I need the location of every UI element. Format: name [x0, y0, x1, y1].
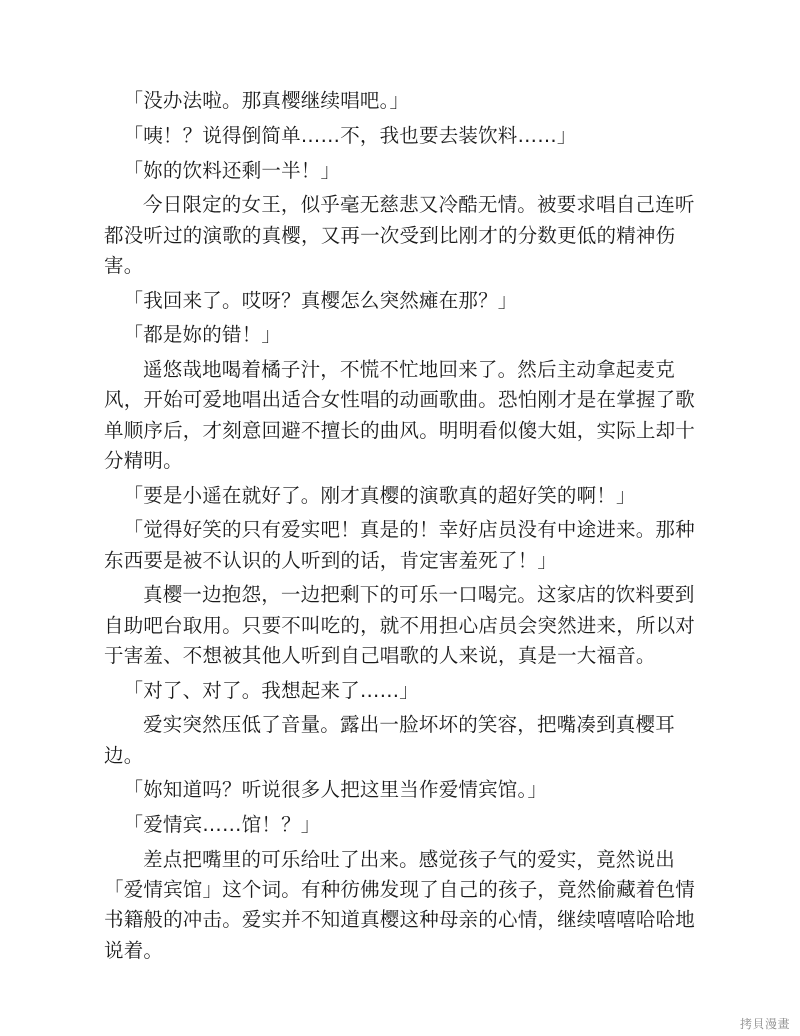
narration-paragraph: 爱实突然压低了音量。露出一脸坏坏的笑容，把嘴凑到真樱耳边。: [104, 713, 675, 767]
watermark-logo: 拷貝漫畫: [739, 1017, 790, 1031]
dialog-line: 「咦！？说得倒简单……不，我也要去装饮料……」: [123, 123, 577, 147]
dialog-line: 「爱情宾……馆！？」: [123, 813, 321, 837]
narration-paragraph: 差点把嘴里的可乐给吐了出来。感觉孩子气的爱实，竟然说出「爱情宾馆」这个词。有种彷佛发现了自己的孩子，竟然偷藏着色情书籍般的冲击。爱实并不知道真樱这种母亲的心情，继续嘻嘻哈哈地说着。: [104, 847, 696, 962]
dialog-line: 「都是妳的错！」: [123, 323, 282, 347]
narration-paragraph: 真樱一边抱怨，一边把剩下的可乐一口喝完。这家店的饮料要到自助吧台取用。只要不叫吃的，就不用担心店员会突然进来，所以对于害羞、不想被其他人听到自己唱歌的人来说，真是一大福音。: [104, 583, 696, 667]
dialog-line: 「妳知道吗？听说很多人把这里当作爱情宾馆。」: [123, 778, 548, 802]
dialog-line: 「没办法啦。那真樱继续唱吧。」: [123, 89, 410, 112]
dialog-line: 「我回来了。哎呀？真樱怎么突然瘫在那？」: [123, 288, 518, 312]
dialog-line: 「对了、对了。我想起来了……」: [123, 678, 420, 702]
dialog-line: 「要是小遥在就好了。刚才真樱的演歌真的超好笑的啊！」: [123, 483, 636, 507]
narration-paragraph: 遥悠哉地喝着橘子汁，不慌不忙地回来了。然后主动拿起麦克风，开始可爱地唱出适合女性唱的动画歌曲。恐怕刚才是在掌握了歌单顺序后，才刻意回避不擅长的曲风。明明看似傻大姐，实际上却十分精明。: [104, 358, 696, 472]
text-body: [104, 86, 714, 970]
dialog-line: 「觉得好笑的只有爱实吧！真是的！幸好店员没有中途进来。那种东西要是被不认识的人听到的话，肯定害羞死了！」: [104, 518, 695, 572]
narration-paragraph: 今日限定的女王，似乎毫无慈悲又冷酷无情。被要求唱自己连听都没听过的演歌的真樱，又再一次受到比刚才的分数更低的精神伤害。: [104, 193, 695, 277]
dialog-line: 「妳的饮料还剩一半！」: [123, 158, 341, 182]
